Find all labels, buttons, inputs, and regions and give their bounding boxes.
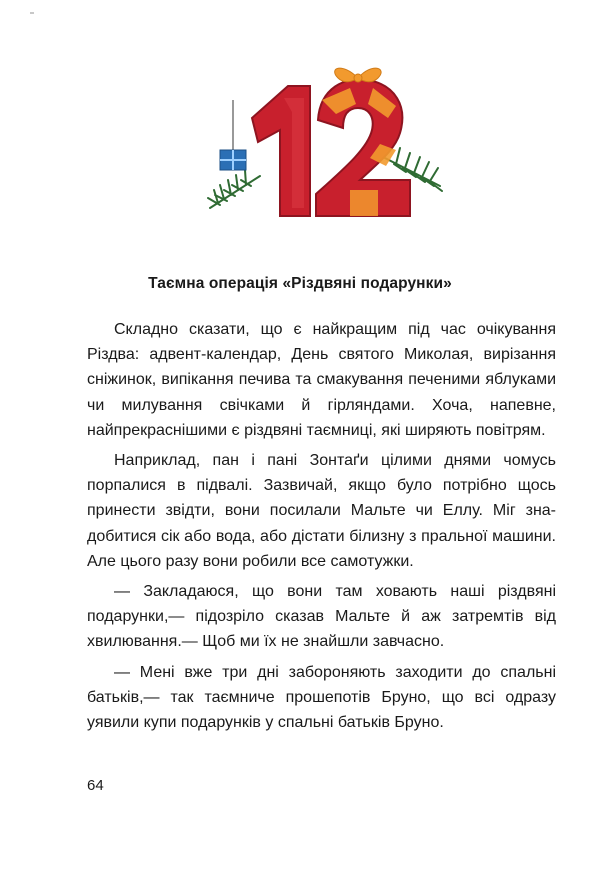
paragraph: — Закладаюся, що вони там ховають наші різдвяні подарунки,— підозріло сказав Мальте й аж затремтів від хвилювання.— Щоб ми їх не знайшли завчасно. <box>87 583 556 651</box>
paragraph: Складно сказати, що є найкращим під час очікування Різдва: адвент-календар, День святого Миколая, вирізання сніжинок, випікання печива та смакування печеними яблуками чи милування свічками й гірляндами. Хоча, напевне, найпрекраснішими є різдвяні таємниці, які ширяють повітрям. <box>87 321 556 439</box>
page-number: 64 <box>87 777 104 794</box>
chapter-number-illustration <box>200 58 450 228</box>
chapter-body <box>87 317 556 740</box>
digit-one-shape <box>252 86 310 216</box>
chapter-title: Таємна операція «Різдвяні подарунки» <box>148 275 452 292</box>
digit-two-shape <box>316 79 410 216</box>
gift-box-icon <box>220 100 246 170</box>
corner-mark <box>30 12 34 14</box>
paragraph: — Мені вже три дні забороняють заходити до спальні батьків,— так таємниче прошепотів Бруно, що всі одразу уявили купи подарунків у спальні батьків Бруно. <box>87 663 556 732</box>
bow-icon <box>335 68 381 82</box>
paragraph: Наприклад, пан і пані Зонтаґи цілими днями чомусь порпалися в підвалі. Зазвичай, якщо було потрібно щось принести звідти, вони посилали Мальте чи Еллу. Міг знадобитися сік або вода, або дістати білизну з пральної машини. Але цього разу вони робили все самотужки. <box>87 452 556 570</box>
